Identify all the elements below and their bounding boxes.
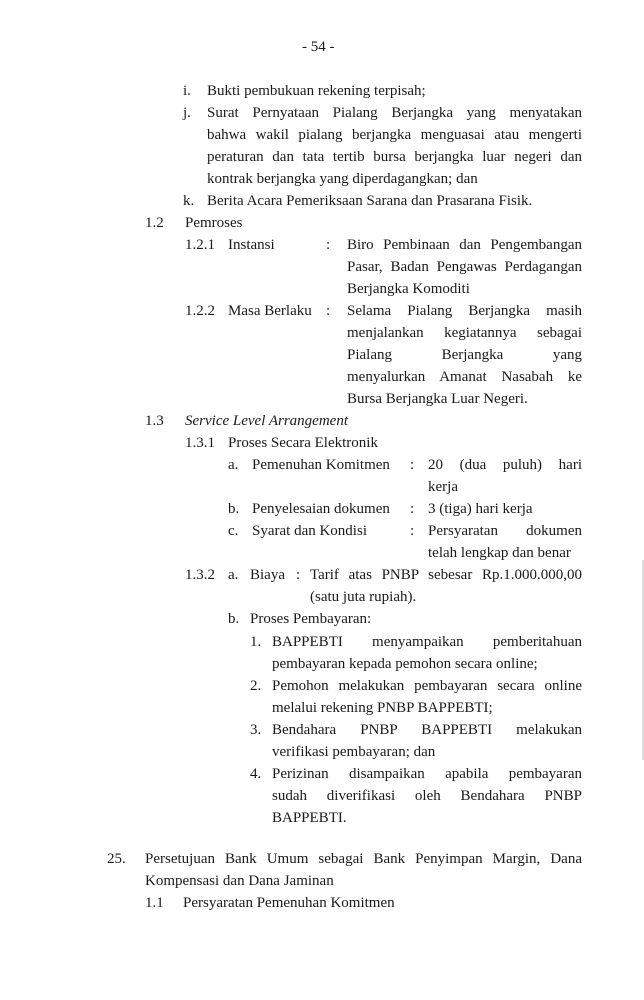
section-title: Service Level Arrangement <box>185 413 349 429</box>
colon: : <box>410 523 415 539</box>
subsection-number: 1.3.1 <box>185 435 215 451</box>
field-value: (satu juta rupiah). <box>310 589 417 605</box>
step-text: BAPPEBTI. <box>272 810 347 826</box>
field-label: Penyelesaian dokumen <box>252 501 390 517</box>
field-value: Berjangka Komoditi <box>347 281 470 297</box>
subsection-number: 1.3.2 <box>185 567 215 583</box>
field-value: Tarif atas PNBP sebesar Rp.1.000.000,00 <box>310 567 582 583</box>
field-value: Bursa Berjangka Luar Negeri. <box>347 391 528 407</box>
step-text: BAPPEBTI menyampaikan pemberitahuan <box>272 634 582 650</box>
list-item-text: bahwa wakil pialang berjangka menguasai atau mengerti <box>207 127 582 143</box>
list-item-text: Berita Acara Pemeriksaan Sarana dan Prasarana Fisik. <box>207 193 533 209</box>
field-value: Pasar, Badan Pengawas Perdagangan <box>347 259 582 275</box>
field-label: Syarat dan Kondisi <box>252 523 367 539</box>
step-text: Bendahara PNBP BAPPEBTI melakukan <box>272 722 582 738</box>
field-value: menyalurkan Amanat Nasabah ke <box>347 369 582 385</box>
list-marker: a. <box>228 457 239 473</box>
subsection-title: Proses Secara Elektronik <box>228 435 378 451</box>
field-value: Biro Pembinaan dan Pengembangan <box>347 237 582 253</box>
list-item-text: kontrak berjangka yang diperdagangkan; dan <box>207 171 478 187</box>
list-marker: j. <box>183 105 191 121</box>
step-text: sudah diverifikasi oleh Bendahara PNBP <box>272 788 582 804</box>
field-value: menjalankan kegiatannya sebagai <box>347 325 582 341</box>
step-text: Perizinan disampaikan apabila pembayaran <box>272 766 582 782</box>
subsection-number: 1.2.1 <box>185 237 215 253</box>
field-value: 3 (tiga) hari kerja <box>428 501 533 517</box>
section-title: Persetujuan Bank Umum sebagai Bank Penyimpan Margin, Dana <box>145 851 582 867</box>
list-marker: i. <box>183 83 191 99</box>
step-marker: 4. <box>250 766 262 782</box>
step-marker: 3. <box>250 722 262 738</box>
step-text: Pemohon melakukan pembayaran secara online <box>272 678 582 694</box>
step-marker: 1. <box>250 634 262 650</box>
section-title: Kompensasi dan Dana Jaminan <box>145 873 334 889</box>
field-label: Masa Berlaku <box>228 303 312 319</box>
field-value: kerja <box>428 479 458 495</box>
list-marker: k. <box>183 193 195 209</box>
field-value: 20 (dua puluh) hari <box>428 457 582 473</box>
list-marker: b. <box>228 611 240 627</box>
colon: : <box>410 501 415 517</box>
field-label: Instansi <box>228 237 275 253</box>
subsection-title: Persyaratan Pemenuhan Komitmen <box>183 895 395 911</box>
subsection-number: 1.2.2 <box>185 303 215 319</box>
colon: : <box>326 303 331 319</box>
field-label: Proses Pembayaran: <box>250 611 372 627</box>
section-title: Pemroses <box>185 215 243 231</box>
list-marker: c. <box>228 523 239 539</box>
field-value: Pialang Berjangka yang <box>347 347 582 363</box>
colon: : <box>296 567 301 583</box>
field-label: Biaya <box>250 567 285 583</box>
section-number: 1.2 <box>145 215 164 231</box>
step-marker: 2. <box>250 678 262 694</box>
list-marker: a. <box>228 567 239 583</box>
step-text: pembayaran kepada pemohon secara online; <box>272 656 538 672</box>
field-value: Selama Pialang Berjangka masih <box>347 303 582 319</box>
field-value: Persyaratan dokumen <box>428 523 582 539</box>
field-label: Pemenuhan Komitmen <box>252 457 390 473</box>
step-text: verifikasi pembayaran; dan <box>272 744 436 760</box>
list-marker: b. <box>228 501 240 517</box>
colon: : <box>410 457 415 473</box>
section-number: 25. <box>107 851 126 867</box>
colon: : <box>326 237 331 253</box>
page-number: - 54 - <box>302 39 335 55</box>
list-item-text: peraturan dan tata tertib bursa berjangka luar negeri dan <box>207 149 582 165</box>
field-value: telah lengkap dan benar <box>428 545 571 561</box>
subsection-number: 1.1 <box>145 895 164 911</box>
list-item-text: Surat Pernyataan Pialang Berjangka yang menyatakan <box>207 105 582 121</box>
step-text: melalui rekening PNBP BAPPEBTI; <box>272 700 493 716</box>
list-item-text: Bukti pembukuan rekening terpisah; <box>207 83 426 99</box>
section-number: 1.3 <box>145 413 164 429</box>
